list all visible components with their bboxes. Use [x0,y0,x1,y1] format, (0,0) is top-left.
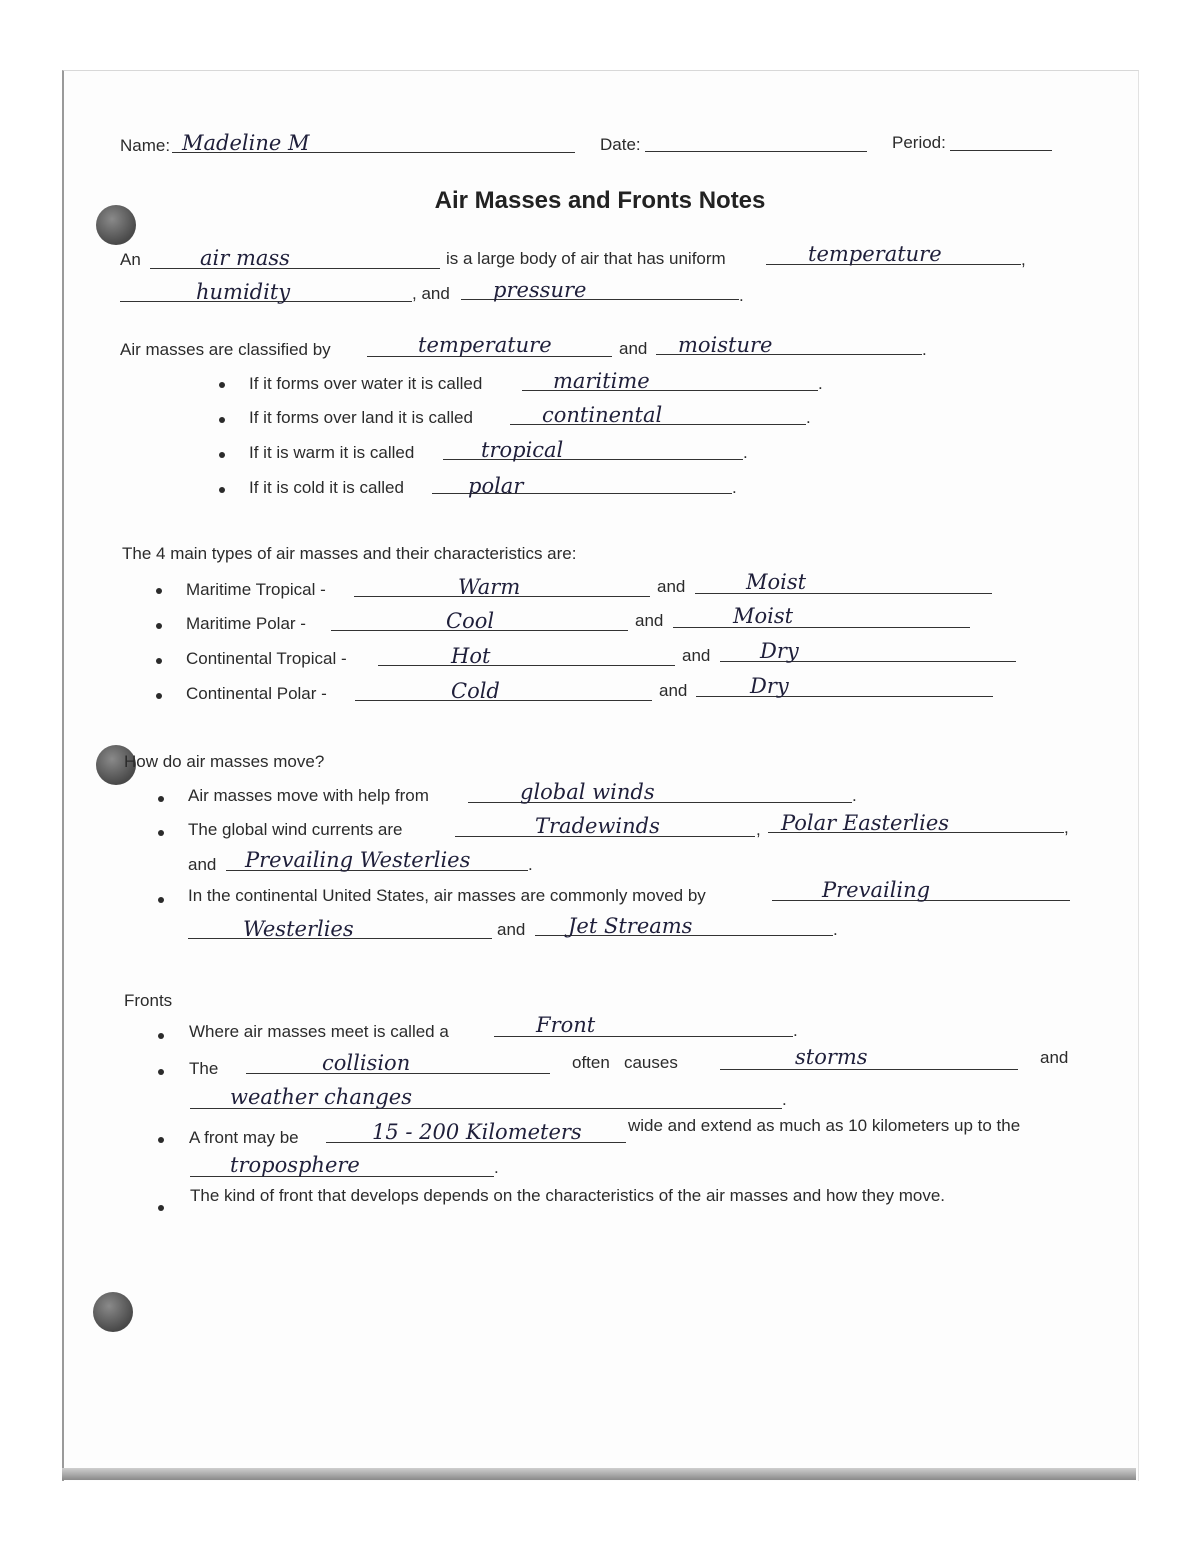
type-3-and: and [682,646,711,665]
classified-period: . [922,340,927,359]
bullet [156,623,162,629]
movement-b3-text: In the continental United States, air masses are commonly moved by [188,886,706,905]
fronts-b2-middle: often causes [572,1053,678,1072]
bullet [219,417,225,423]
type-4-blank-a[interactable] [355,700,652,701]
classified-answer-2: moisture [678,333,773,357]
bullet [158,897,164,903]
movement-b1-answer: global winds [520,780,655,804]
type-2-blank-b[interactable] [673,627,970,628]
bullet [158,796,164,802]
date-label: Date: [600,135,641,154]
fronts-b3-answer: 15 - 200 Kilometers [372,1120,582,1144]
type-4-answer-b: Dry [750,674,789,698]
movement-b2-comma-2: , [1064,818,1069,837]
type-1-answer-b: Moist [746,570,807,594]
types-heading: The 4 main types of air masses and their characteristics are: [122,544,577,563]
fronts-b1-text: Where air masses meet is called a [189,1022,449,1041]
type-4-label: Continental Polar - [186,684,327,703]
classified-bullet-3-answer: tropical [481,438,564,462]
classified-and: and [619,339,648,358]
classified-bullet-4-text: If it is cold it is called [249,478,404,497]
bullet [156,693,162,699]
type-1-and: and [657,577,686,596]
fronts-b3-rest: wide and extend as much as 10 kilometers up to the [628,1116,1021,1135]
fronts-b2-answer-1: collision [322,1051,411,1075]
name-label: Name: [120,136,171,155]
type-3-blank-a[interactable] [378,665,675,666]
type-3-label: Continental Tropical - [186,649,347,668]
type-3-answer-b: Dry [760,639,799,663]
type-4-answer-a: Cold [451,679,500,703]
period-line[interactable] [950,150,1052,151]
type-2-answer-b: Moist [733,604,794,628]
type-2-answer-a: Cool [446,609,495,633]
bullet [219,452,225,458]
classified-answer-1: temperature [418,333,552,357]
type-1-label: Maritime Tropical - [186,580,326,599]
movement-heading: How do air masses move? [124,752,325,771]
definition-blank-1[interactable] [150,268,440,269]
fronts-b2-the: The [189,1059,219,1078]
type-2-label: Maritime Polar - [186,614,306,633]
fronts-b4-text: The kind of front that develops depends on the characteristics of the air masses and how they move. [190,1186,946,1205]
classified-bullet-2-end: . [806,408,811,427]
bullet [158,1069,164,1075]
definition-prefix: An [120,250,141,269]
movement-b2-answer-2: Polar Easterlies [781,811,950,835]
type-4-and: and [659,681,688,700]
movement-b1-end: . [852,786,857,805]
fronts-b2-blank-2[interactable] [720,1069,1018,1070]
movement-b3-answer-1: Prevailing [822,878,931,902]
bullet [219,382,225,388]
fronts-b3-text: A front may be [189,1128,299,1147]
fronts-b1-answer: Front [536,1013,596,1037]
classified-text: Air masses are classified by [120,340,331,359]
type-1-answer-a: Warm [458,575,521,599]
movement-b2-answer-3: Prevailing Westerlies [245,848,471,872]
fronts-b2-answer-3: weather changes [230,1085,413,1109]
fronts-b3-answer-2: troposphere [230,1153,360,1177]
definition-answer-1: air mass [200,246,290,270]
type-3-answer-a: Hot [451,644,491,668]
classified-bullet-4-answer: polar [468,474,524,498]
movement-b3-answer-1b: Westerlies [243,917,354,941]
type-2-and: and [635,611,664,630]
bullet [156,588,162,594]
movement-b2-answer-1: Tradewinds [535,814,660,838]
classified-bullet-3-text: If it is warm it is called [249,443,415,462]
definition-middle: is a large body of air that has uniform [446,249,726,268]
classified-bullet-1-text: If it forms over water it is called [249,374,483,393]
definition-answer-3: humidity [196,280,291,304]
bullet [219,487,225,493]
fronts-b2-end: . [782,1090,787,1109]
movement-b3-end: . [833,920,838,939]
movement-b2-end: . [528,855,533,874]
classified-bullet-3-end: . [743,443,748,462]
bullet [158,1205,164,1211]
date-line[interactable] [645,151,867,152]
definition-answer-4: pressure [493,278,587,302]
page-title: Air Masses and Fronts Notes [434,187,766,214]
type-4-blank-b[interactable] [696,696,993,697]
page-bottom-edge [62,1468,1136,1480]
classified-bullet-4-end: . [732,478,737,497]
bullet [158,1137,164,1143]
bullet [156,658,162,664]
type-1-blank-b[interactable] [695,593,992,594]
classified-bullet-2-text: If it forms over land it is called [249,408,473,427]
fronts-b2-and: and [1040,1048,1069,1067]
definition-comma: , [1021,250,1026,269]
period-label: Period: [892,133,946,152]
movement-b2-and: and [188,855,217,874]
definition-and: , and [412,284,450,303]
fronts-heading: Fronts [124,991,173,1010]
movement-b2-comma: , [756,820,761,839]
name-answer: Madeline M [182,131,310,155]
classified-bullet-1-end: . [818,374,823,393]
fronts-b1-end: . [793,1021,798,1040]
bullet [158,1033,164,1039]
movement-b2-text: The global wind currents are [188,820,403,839]
classified-bullet-2-answer: continental [542,403,663,427]
classified-bullet-1-answer: maritime [553,369,650,393]
definition-answer-2: temperature [808,242,942,266]
bullet [158,830,164,836]
fronts-b2-answer-2: storms [795,1045,868,1069]
movement-b3-answer-2: Jet Streams [568,914,693,938]
fronts-b3-end: . [494,1158,499,1177]
definition-period: . [739,286,744,305]
movement-b1-text: Air masses move with help from [188,786,429,805]
movement-b3-and: and [497,920,526,939]
punch-hole-bottom [93,1292,133,1332]
